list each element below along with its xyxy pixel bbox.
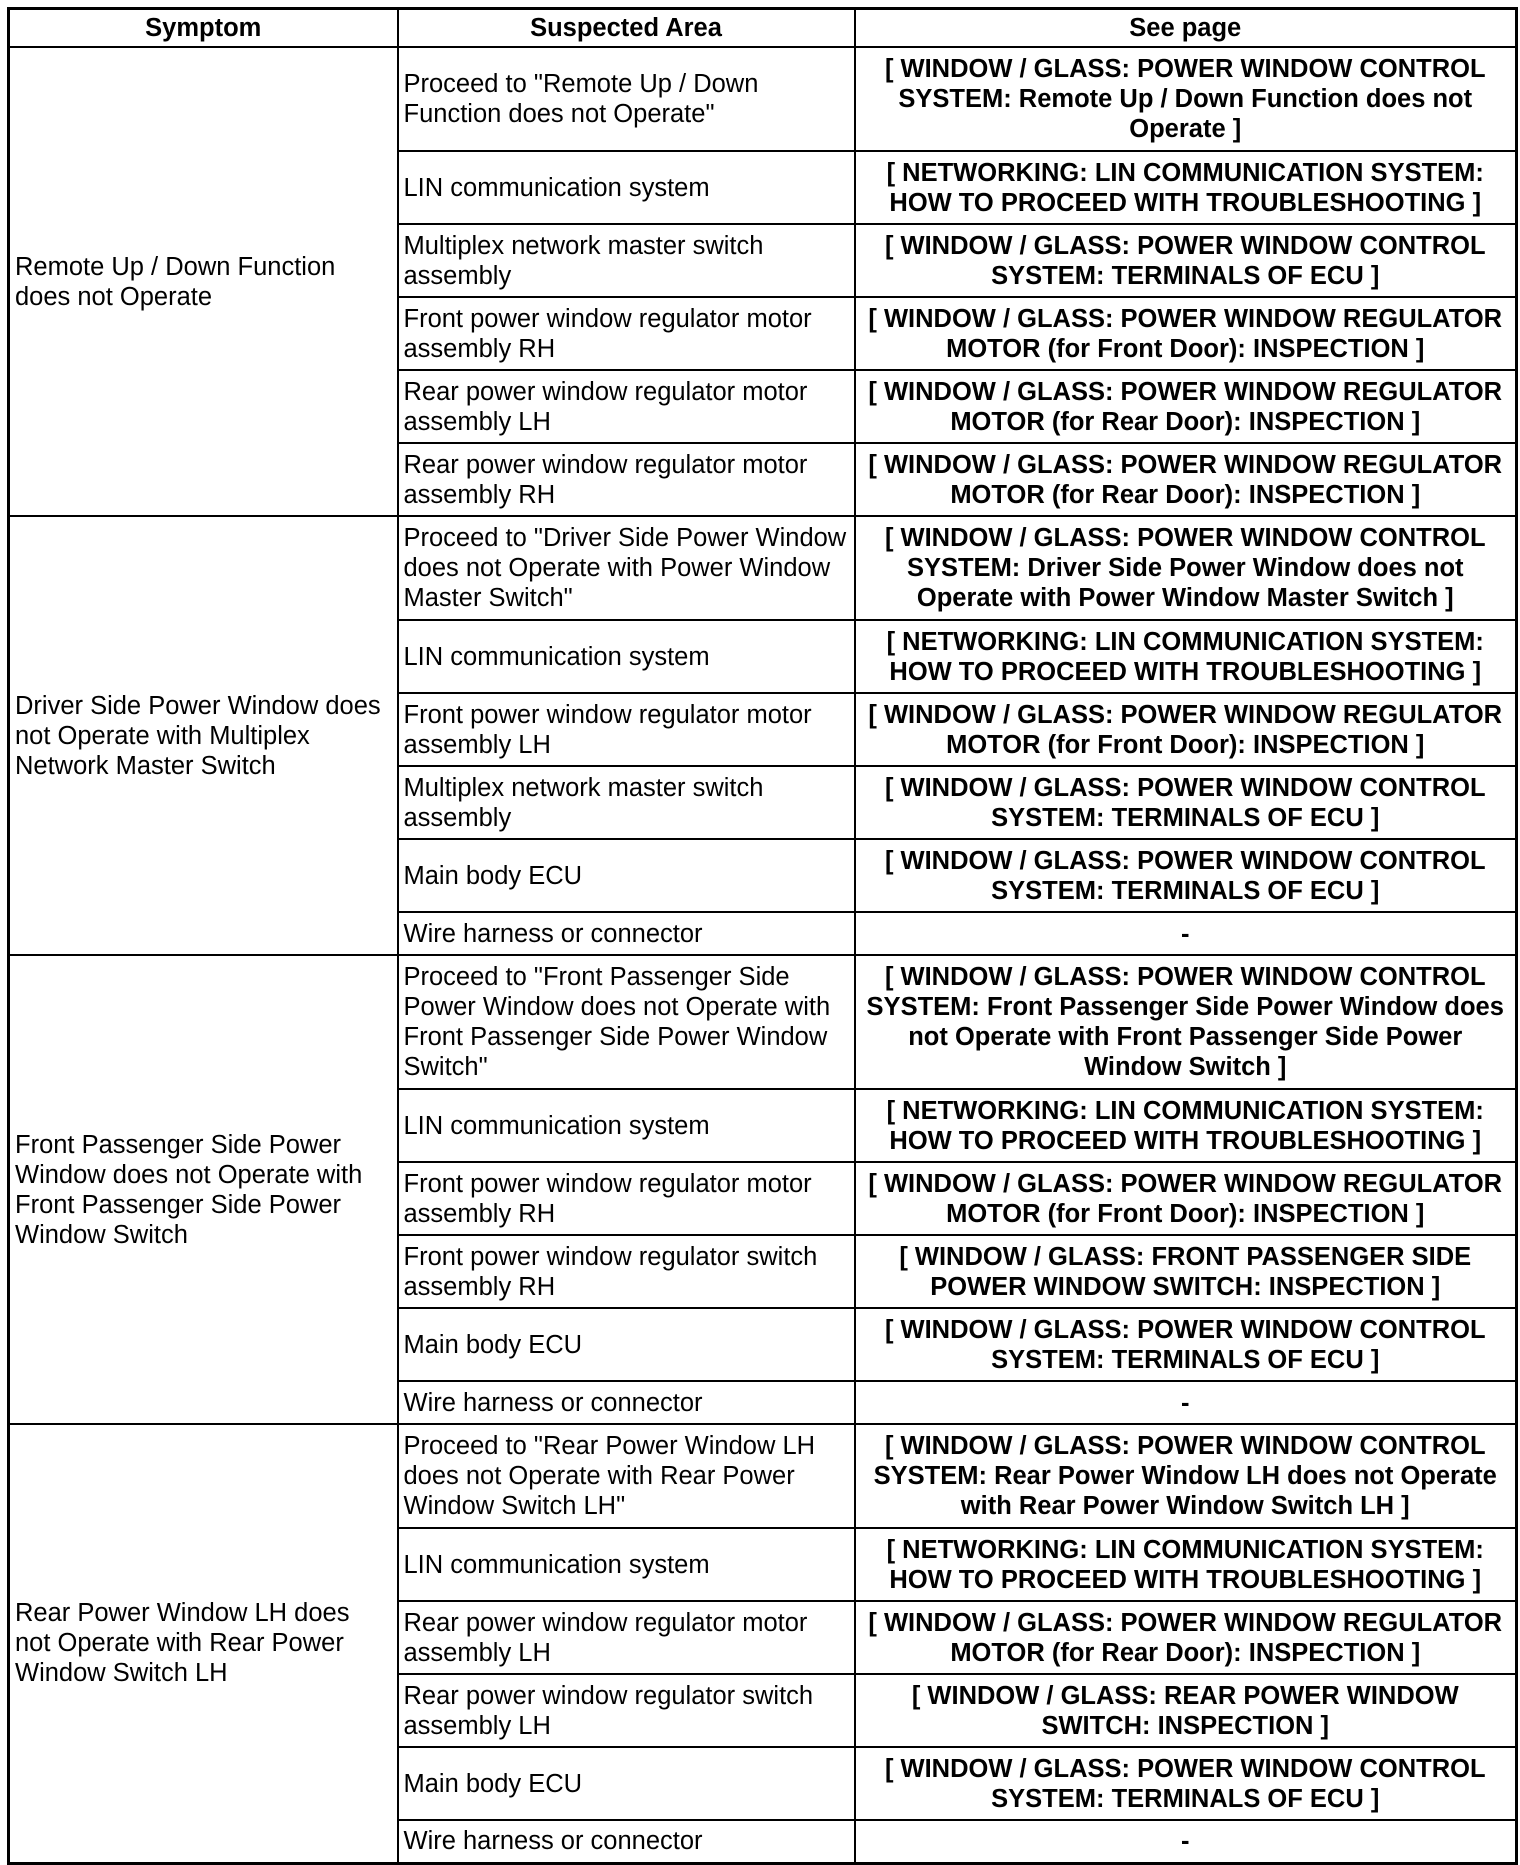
suspected-area-cell: Multiplex network master switch assembly bbox=[398, 766, 855, 839]
see-page-cell: - bbox=[855, 912, 1517, 955]
see-page-cell: [ WINDOW / GLASS: POWER WINDOW REGULATOR MOTOR (for Rear Door): INSPECTION ] bbox=[855, 443, 1517, 516]
suspected-area-cell: Proceed to "Remote Up / Down Function does not Operate" bbox=[398, 47, 855, 151]
suspected-area-cell: LIN communication system bbox=[398, 1089, 855, 1162]
see-page-cell: [ WINDOW / GLASS: POWER WINDOW CONTROL SYSTEM: TERMINALS OF ECU ] bbox=[855, 224, 1517, 297]
suspected-area-cell: LIN communication system bbox=[398, 1528, 855, 1601]
see-page-cell: [ WINDOW / GLASS: POWER WINDOW CONTROL SYSTEM: Front Passenger Side Power Window does not Operate with Front Passenger Side Power Window Switch ] bbox=[855, 955, 1517, 1089]
see-page-cell: [ WINDOW / GLASS: POWER WINDOW REGULATOR MOTOR (for Front Door): INSPECTION ] bbox=[855, 693, 1517, 766]
header-suspected-area: Suspected Area bbox=[398, 9, 855, 48]
table-row bbox=[9, 516, 1517, 620]
see-page-cell: [ WINDOW / GLASS: POWER WINDOW REGULATOR MOTOR (for Rear Door): INSPECTION ] bbox=[855, 1601, 1517, 1674]
see-page-cell: [ WINDOW / GLASS: POWER WINDOW CONTROL SYSTEM: Driver Side Power Window does not Operate with Power Window Master Switch ] bbox=[855, 516, 1517, 620]
see-page-cell: [ WINDOW / GLASS: POWER WINDOW REGULATOR MOTOR (for Front Door): INSPECTION ] bbox=[855, 297, 1517, 370]
see-page-cell: [ WINDOW / GLASS: REAR POWER WINDOW SWITCH: INSPECTION ] bbox=[855, 1674, 1517, 1747]
see-page-cell: [ WINDOW / GLASS: POWER WINDOW CONTROL SYSTEM: Rear Power Window LH does not Operate with Rear Power Window Switch LH ] bbox=[855, 1424, 1517, 1528]
suspected-area-cell: Wire harness or connector bbox=[398, 1820, 855, 1863]
symptom-cell: Rear Power Window LH does not Operate with Rear Power Window Switch LH bbox=[9, 1424, 398, 1863]
see-page-cell: [ WINDOW / GLASS: POWER WINDOW REGULATOR MOTOR (for Front Door): INSPECTION ] bbox=[855, 1162, 1517, 1235]
suspected-area-cell: Proceed to "Rear Power Window LH does not Operate with Rear Power Window Switch LH" bbox=[398, 1424, 855, 1528]
see-page-cell: [ WINDOW / GLASS: POWER WINDOW CONTROL SYSTEM: TERMINALS OF ECU ] bbox=[855, 1747, 1517, 1820]
see-page-cell: [ WINDOW / GLASS: POWER WINDOW CONTROL SYSTEM: TERMINALS OF ECU ] bbox=[855, 1308, 1517, 1381]
table-row bbox=[9, 955, 1517, 1089]
see-page-cell: - bbox=[855, 1381, 1517, 1424]
symptom-cell: Remote Up / Down Function does not Operate bbox=[9, 47, 398, 516]
suspected-area-cell: LIN communication system bbox=[398, 620, 855, 693]
suspected-area-cell: Main body ECU bbox=[398, 1308, 855, 1381]
suspected-area-cell: Main body ECU bbox=[398, 1747, 855, 1820]
suspected-area-cell: Multiplex network master switch assembly bbox=[398, 224, 855, 297]
table-row bbox=[9, 1424, 1517, 1528]
symptom-cell: Front Passenger Side Power Window does not Operate with Front Passenger Side Power Window Switch bbox=[9, 955, 398, 1424]
suspected-area-cell: Proceed to "Driver Side Power Window does not Operate with Power Window Master Switch" bbox=[398, 516, 855, 620]
suspected-area-cell: Front power window regulator motor assembly RH bbox=[398, 1162, 855, 1235]
suspected-area-cell: Front power window regulator motor assembly LH bbox=[398, 693, 855, 766]
symptom-cell: Driver Side Power Window does not Operate with Multiplex Network Master Switch bbox=[9, 516, 398, 955]
suspected-area-cell: Rear power window regulator switch assembly LH bbox=[398, 1674, 855, 1747]
suspected-area-cell: Proceed to "Front Passenger Side Power Window does not Operate with Front Passenger Side Power Window Switch" bbox=[398, 955, 855, 1089]
troubleshooting-table bbox=[7, 7, 1518, 1865]
see-page-cell: [ WINDOW / GLASS: POWER WINDOW REGULATOR MOTOR (for Rear Door): INSPECTION ] bbox=[855, 370, 1517, 443]
see-page-cell: - bbox=[855, 1820, 1517, 1863]
table-row bbox=[9, 47, 1517, 151]
see-page-cell: [ NETWORKING: LIN COMMUNICATION SYSTEM: HOW TO PROCEED WITH TROUBLESHOOTING ] bbox=[855, 1089, 1517, 1162]
see-page-cell: [ WINDOW / GLASS: POWER WINDOW CONTROL SYSTEM: Remote Up / Down Function does not Operate ] bbox=[855, 47, 1517, 151]
see-page-cell: [ NETWORKING: LIN COMMUNICATION SYSTEM: HOW TO PROCEED WITH TROUBLESHOOTING ] bbox=[855, 620, 1517, 693]
suspected-area-cell: Rear power window regulator motor assembly RH bbox=[398, 443, 855, 516]
suspected-area-cell: LIN communication system bbox=[398, 151, 855, 224]
see-page-cell: [ WINDOW / GLASS: POWER WINDOW CONTROL SYSTEM: TERMINALS OF ECU ] bbox=[855, 766, 1517, 839]
see-page-cell: [ NETWORKING: LIN COMMUNICATION SYSTEM: HOW TO PROCEED WITH TROUBLESHOOTING ] bbox=[855, 1528, 1517, 1601]
see-page-cell: [ WINDOW / GLASS: FRONT PASSENGER SIDE POWER WINDOW SWITCH: INSPECTION ] bbox=[855, 1235, 1517, 1308]
suspected-area-cell: Front power window regulator switch assembly RH bbox=[398, 1235, 855, 1308]
suspected-area-cell: Front power window regulator motor assembly RH bbox=[398, 297, 855, 370]
header-symptom: Symptom bbox=[9, 9, 398, 48]
suspected-area-cell: Main body ECU bbox=[398, 839, 855, 912]
suspected-area-cell: Wire harness or connector bbox=[398, 912, 855, 955]
see-page-cell: [ NETWORKING: LIN COMMUNICATION SYSTEM: HOW TO PROCEED WITH TROUBLESHOOTING ] bbox=[855, 151, 1517, 224]
troubleshooting-table-container bbox=[7, 7, 1519, 1865]
suspected-area-cell: Wire harness or connector bbox=[398, 1381, 855, 1424]
see-page-cell: [ WINDOW / GLASS: POWER WINDOW CONTROL SYSTEM: TERMINALS OF ECU ] bbox=[855, 839, 1517, 912]
header-see-page: See page bbox=[855, 9, 1517, 48]
suspected-area-cell: Rear power window regulator motor assembly LH bbox=[398, 370, 855, 443]
suspected-area-cell: Rear power window regulator motor assembly LH bbox=[398, 1601, 855, 1674]
header-row bbox=[9, 9, 1517, 48]
